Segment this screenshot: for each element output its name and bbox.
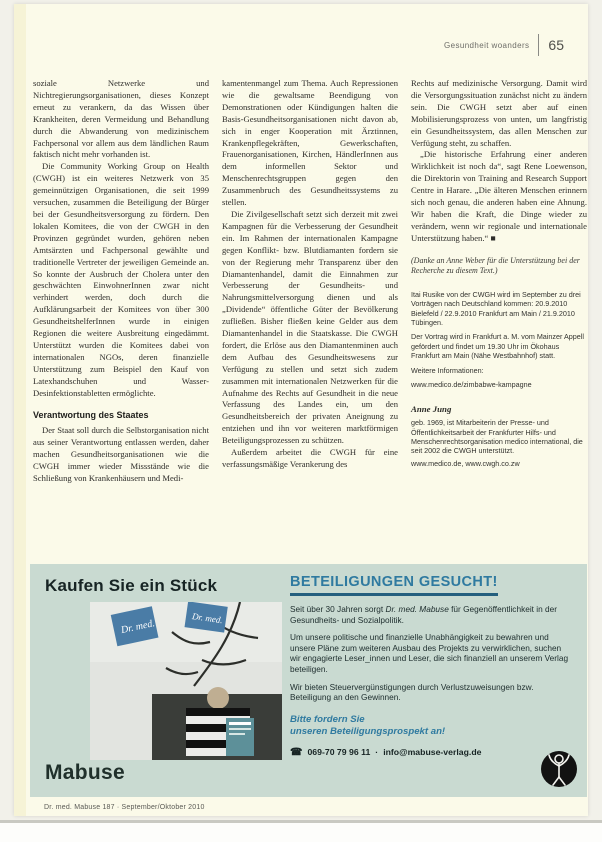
ad-call-to-action: Bitte fordern Sie unseren Beteiligungsprospekt an!	[290, 713, 446, 738]
page-footer: Dr. med. Mabuse 187 · September/Oktober 2010	[44, 804, 205, 811]
mabuse-wordmark: Mabuse	[45, 761, 125, 784]
page-number: 65	[548, 37, 564, 53]
closing-quote: „Die historische Erfahrung einer anderen Wirklichkeit ist noch da“, sagt Rene Loewenson, die Direktorin von Training and Research Support Centre in Harare. „Die älteren Menschen erinnern sich noch genau, die anderen haben eine Ahnung. Wir haben die Kraft, die Dinge wieder zu verändern, wenn wir regionale und internationale Unterstützung haben.“ ■	[411, 149, 587, 243]
author-bio	[411, 404, 587, 468]
svg-text:Dr. med.: Dr. med.	[191, 611, 224, 626]
footnote: Weitere Informationen:	[411, 365, 484, 375]
body-paragraph: kamentenmangel zum Thema. Auch Repressionen wie die gewaltsame Beendigung von Demonstrationen oder Kündigungen halten die Basis-Gesundheitsorganisationen nicht davon ab, sich in enger Kooperation mit Ärztinnen, Krankenpflegekräften, Gewerkschaften, Frauenorganisationen, Kirchen, HändlerInnen aus dem informellen Sektor und Menschenrechtsgruppen gegen den Zusammenbruch des Gesundheitssystems zu stellen.	[222, 78, 398, 208]
ad-left-headline: Kaufen Sie ein Stück	[45, 576, 218, 595]
ad-paragraph: Um unsere politische und finanzielle Unabhängigkeit zu bewahren und unsere Pläne zum weiteren Ausbau des Projekts zu verwirklichen, suchen wir engagierte Leser_innen und Leser, die sich finanziell an unserem Verlag beteiligen.	[290, 632, 569, 674]
column-2	[222, 78, 398, 485]
magazine-stack	[226, 718, 254, 756]
svg-text:Dr. med.: Dr. med.	[120, 618, 156, 637]
footnote: Itai Rusike von der CWGH wird im September zu drei Vorträgen nach Deutschland kommen: 20.9.2010 Bielefeld / 22.9.2010 Frankfurt am Main / 21.9.2010 Tübingen.	[411, 289, 581, 327]
ad-contact-line	[290, 747, 573, 758]
ad-left-panel	[30, 564, 282, 797]
phone-icon: ☎	[290, 746, 303, 758]
subheading: Verantwortung des Staates	[33, 410, 149, 421]
scan-margin	[0, 823, 602, 842]
running-header	[444, 34, 564, 56]
ad-paragraph: Seit über 30 Jahren sorgt Dr. med. Mabuse für Gegenöffentlichkeit in der Gesundheits- und Sozialpolitik.	[290, 604, 558, 625]
contact-separator: ·	[375, 747, 379, 758]
page-surface	[14, 4, 588, 816]
body-paragraph: Die Community Working Group on Health (CWGH) ist ein weiteres Netzwerk von 35 gemeinnützigen Organisationen, die seit 1999 versuchen, zusammen die Beteiligung der Bürger bei der Gesundheitsversorgung zu fördern. Den lokalen Komitees, die von der CWGH in den Provinzen gegründet wurden, gehören neben Amtsärzten und Fachpersonal gewählte und traditionelle Vertreter der jeweiligen Gemeinde an. So konnte der Ausbruch der Cholera unter den geschwächten EinwohnerInnen zwar nicht verhindert werden, doch durch die Aufklärungsarbeit der Komitees von über 300 GesundheitshelferInnen wurde in einigen Regionen die weitere Ausbreitung eingedämmt. Unterstützt wurden die Komitees dabei von internationalen NGOs, deren finanzielle Unterstützung zum Beispiel den Kauf von Latexhandschuhen und Wasser-Desinfektionstabletten ermöglichte.	[33, 161, 209, 398]
acknowledgement-note: (Danke an Anne Weber für die Unterstützung bei der Recherche zu diesem Text.)	[411, 255, 580, 276]
column-1	[33, 78, 209, 485]
article-body	[33, 78, 587, 485]
body-paragraph: Außerdem arbeitet die CWGH für eine verfassungsmäßige Verankerung des	[222, 447, 398, 469]
ad-headline: BETEILIGUNGEN GESUCHT!	[290, 574, 498, 596]
body-paragraph: Der Staat soll durch die Selbstorganisation nicht aus seiner Verantwortung entlassen werden, daher machen Gesundheitsorganisationen wie die CWGH immer wieder Missstände wie die Schließung von Krankenhäusern und Medi-	[33, 425, 209, 483]
body-paragraph: Rechts auf medizinische Versorgung. Damit wird die Versorgungssituation zunächst nicht zu ändern sein. Die CWGH setzt aber auf einen Mobilisierungsprozess von unten, um langfristig ein Gesundheitssystem, das allen Menschen zur Verfügung steht, zu schaffen.	[411, 78, 587, 148]
mabuse-publisher-logo-icon	[539, 747, 579, 791]
column-3	[411, 78, 587, 485]
ad-right-panel	[282, 564, 587, 797]
footnotes	[411, 290, 587, 390]
author-name: Anne Jung	[411, 404, 452, 415]
advertisement	[30, 564, 587, 797]
header-divider	[538, 34, 539, 56]
ad-photo	[90, 602, 282, 760]
info-link[interactable]: www.medico.de/zimbabwe-kampagne	[411, 379, 532, 389]
ad-photo-illustration	[90, 602, 282, 760]
section-title: Gesundheit woanders	[443, 40, 530, 50]
body-paragraph: Die Zivilgesellschaft setzt sich derzeit mit zwei Kampagnen für die Verbesserung der Gesundheit ein. Im Rahmen der internationalen Kampagne gegen Konflikt- bzw. Blutdiamanten fordern sie von der Regierung mehr Transparenz über den Diamantenhandel, damit die Einnahmen zur Verbesserung der Gesundheits- und Nahrungsmittelversorgung dienen und als „Dividende“ öffentliche Güter der Bevölkerung zufließen. Bisher fließen keine Gelder aus dem Diamantenhandel in die Staatskasse. Die CWGH fordert, die Erlöse aus den Diamantenminen auch dem Aufbau des Gesundheitswesens zur Verfügung zu stellen und setzt sich zudem zusammen mit internationalen Netzwerken für die Aufnahme des Rechts auf Gesundheit in die neue Verfassung des Landes ein, um den Gesundheitsbereich der privaten Aneignung zu entziehen und ihn vor weiteren marktförmigen Beteiligungsprozessen zu schützen.	[222, 208, 398, 446]
body-paragraph: soziale Netzwerke und Nichtregierungsorganisationen, dieses Konzept erneut zu verankern, da das Wissen über Krankheiten, deren Vermeidung und Behandlung durch die Abwanderung von medizinischem Fachpersonal vor allem aus dem ländlichen Raum faktisch nicht mehr vorhanden ist.	[33, 78, 209, 160]
author-description: geb. 1969, ist Mitarbeiterin der Presse- und Öffentlichkeitsarbeit der Frankfurter Hilfs- und Menschenrechtsorganisation medico international, die seit 2002 die CWGH unterstützt.	[411, 418, 583, 456]
magazine-title: Dr. med. Mabuse	[385, 604, 449, 614]
email-link[interactable]: info@mabuse-verlag.de	[383, 747, 482, 758]
ad-paragraph: Wir bieten Steuervergünstigungen durch Verlustzuweisungen bzw. Beteiligung an den Gewinnen.	[290, 681, 534, 703]
phone-number: 069-70 79 96 11	[307, 747, 371, 758]
footnote: Der Vortrag wird in Frankfurt a. M. vom Mainzer Appell gefördert und findet um 19.30 Uhr im Ökohaus Frankfurt am Main (Nähe Westbahnhof) statt.	[411, 332, 584, 361]
author-links[interactable]: www.medico.de, www.cwgh.co.zw	[411, 458, 520, 468]
